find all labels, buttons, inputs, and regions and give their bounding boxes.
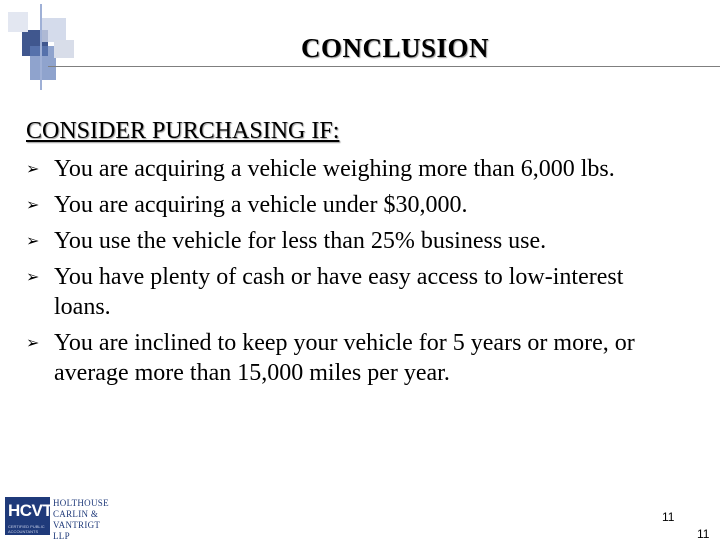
- arrow-bullet-icon: ➢: [26, 267, 40, 286]
- list-item: ➢ You have plenty of cash or have easy access to low-interest loans.: [26, 264, 624, 320]
- list-item: ➢ You are inclined to keep your vehicle for 5 years or more, or average more than 15,000 miles per year.: [26, 330, 635, 386]
- logo-firm-name: HOLTHOUSE CARLIN & VANTRIGT LLP: [53, 498, 109, 541]
- title-divider: [48, 66, 720, 67]
- section-heading: CONSIDER PURCHASING IF:: [26, 118, 340, 144]
- company-logo: [5, 497, 111, 541]
- arrow-bullet-icon: ➢: [26, 231, 40, 250]
- arrow-bullet-icon: ➢: [26, 333, 40, 352]
- slide-content: [26, 116, 686, 394]
- footer-page-number: 11: [697, 527, 710, 541]
- page-number: 11: [662, 510, 675, 524]
- arrow-bullet-icon: ➢: [26, 195, 40, 214]
- list-item: ➢ You use the vehicle for less than 25% business use.: [26, 228, 547, 254]
- slide-title: CONCLUSION: [300, 33, 490, 63]
- list-item: ➢ You are acquiring a vehicle weighing more than 6,000 lbs.: [26, 156, 615, 182]
- list-item: ➢ You are acquiring a vehicle under $30,000.: [26, 192, 468, 218]
- arrow-bullet-icon: ➢: [26, 159, 40, 178]
- logo-mark: HCVT CERTIFIED PUBLIC ACCOUNTANTS: [5, 497, 50, 535]
- bullet-list: [26, 154, 686, 388]
